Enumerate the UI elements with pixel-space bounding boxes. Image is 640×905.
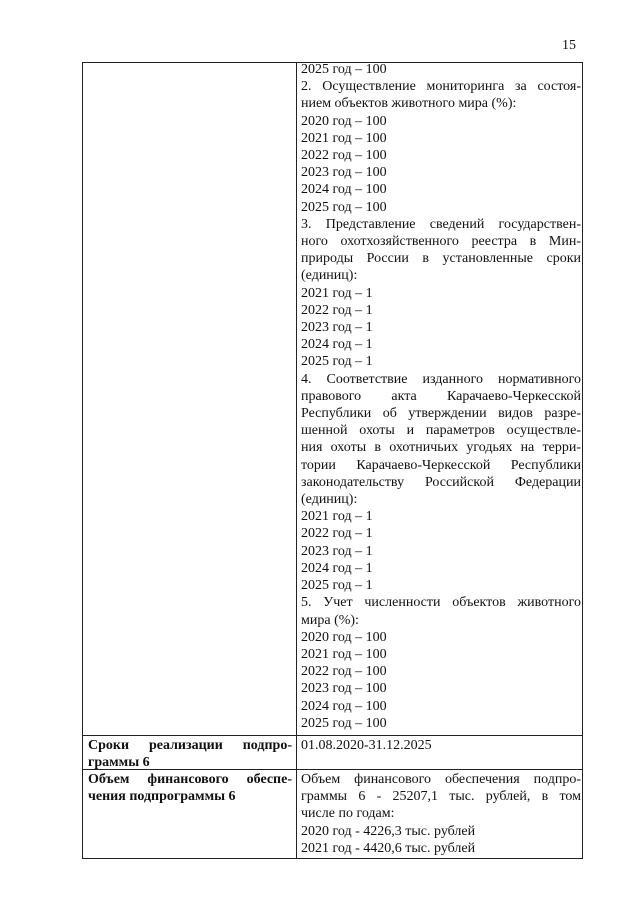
indicator-line: 2. Осуществление мониторинга за состоя-	[301, 79, 581, 95]
indicator-line: 2022 год – 100	[301, 148, 387, 164]
indicator-line: законодательству Российской Федерации	[301, 474, 581, 490]
indicator-line: 2021 год – 100	[301, 646, 387, 662]
implementation-period-label	[88, 737, 292, 771]
indicator-line: 2025 год – 100	[301, 199, 387, 215]
indicator-line: тории Карачаево-Черкесской Республики	[301, 457, 581, 473]
row-divider	[83, 735, 582, 736]
column-divider	[296, 63, 297, 858]
indicator-line: шенной охоты и параметров осуществле-	[301, 423, 581, 439]
financing-value	[301, 771, 581, 857]
financing-label	[88, 771, 292, 805]
indicator-line: 5. Учет численности объектов животного	[301, 595, 581, 611]
indicator-line: 2023 год – 1	[301, 543, 373, 559]
indicator-line: 2023 год – 1	[301, 320, 373, 336]
indicator-line: 2024 год – 100	[301, 698, 387, 714]
indicator-line: 3. Представление сведений государствен-	[301, 216, 581, 232]
passport-table	[82, 62, 583, 859]
indicator-line: (единиц):	[301, 268, 358, 284]
indicator-line: 2021 год – 1	[301, 285, 373, 301]
value-line: 2020 год - 4226,3 тыс. рублей	[301, 823, 476, 839]
indicator-line: 2021 год – 1	[301, 509, 373, 525]
label-line: граммы 6	[88, 755, 150, 771]
indicator-line: 2022 год – 100	[301, 664, 387, 680]
indicator-line: 2025 год – 100	[301, 715, 387, 731]
indicator-line: 2021 год – 100	[301, 130, 387, 146]
indicator-line: ного охотхозяйственного реестра в Мин-	[301, 234, 581, 250]
indicator-line: 2024 год – 100	[301, 182, 387, 198]
indicator-line: Республики об утверждении видов разре-	[301, 406, 581, 422]
indicator-line: ния охоты в охотничьих угодьях на терри-	[301, 440, 581, 456]
indicator-line: 2023 год – 100	[301, 681, 387, 697]
indicator-line: правового акта Карачаево-Черкесской	[301, 388, 581, 404]
indicator-line: 2025 год – 1	[301, 354, 373, 370]
value-line: числе по годам:	[301, 806, 395, 822]
indicator-line: (единиц):	[301, 492, 358, 508]
indicator-line: 2020 год – 100	[301, 113, 387, 129]
indicator-line: 2025 год – 100	[301, 62, 387, 77]
indicator-line: природы России в установленные сроки	[301, 251, 581, 267]
indicator-line: 4. Соответствие изданного нормативного	[301, 371, 581, 387]
label-line: Сроки реализации подпро-	[88, 738, 292, 753]
indicator-line: 2020 год – 100	[301, 629, 387, 645]
indicator-line: 2022 год – 1	[301, 302, 373, 318]
indicator-line: 2024 год – 1	[301, 337, 373, 353]
value-line: Объем финансового обеспечения подпро-	[301, 772, 581, 787]
label-line: Объем финансового обеспе-	[88, 772, 292, 787]
indicator-line: 2023 год – 100	[301, 165, 387, 181]
label-line: чения подпрограммы 6	[88, 789, 236, 805]
indicator-line: нием объектов животного мира (%):	[301, 96, 517, 112]
value-line: граммы 6 - 25207,1 тыс. рублей, в том	[301, 789, 581, 805]
indicators-cell	[301, 61, 581, 732]
value-line: 2021 год - 4420,6 тыс. рублей	[301, 840, 476, 856]
value-line: 01.08.2020-31.12.2025	[301, 738, 432, 753]
implementation-period-value	[301, 737, 581, 754]
indicator-line: мира (%):	[301, 612, 359, 628]
indicator-line: 2022 год – 1	[301, 526, 373, 542]
indicator-line: 2025 год – 1	[301, 578, 373, 594]
indicator-line: 2024 год – 1	[301, 560, 373, 576]
page-number: 15	[562, 38, 576, 53]
